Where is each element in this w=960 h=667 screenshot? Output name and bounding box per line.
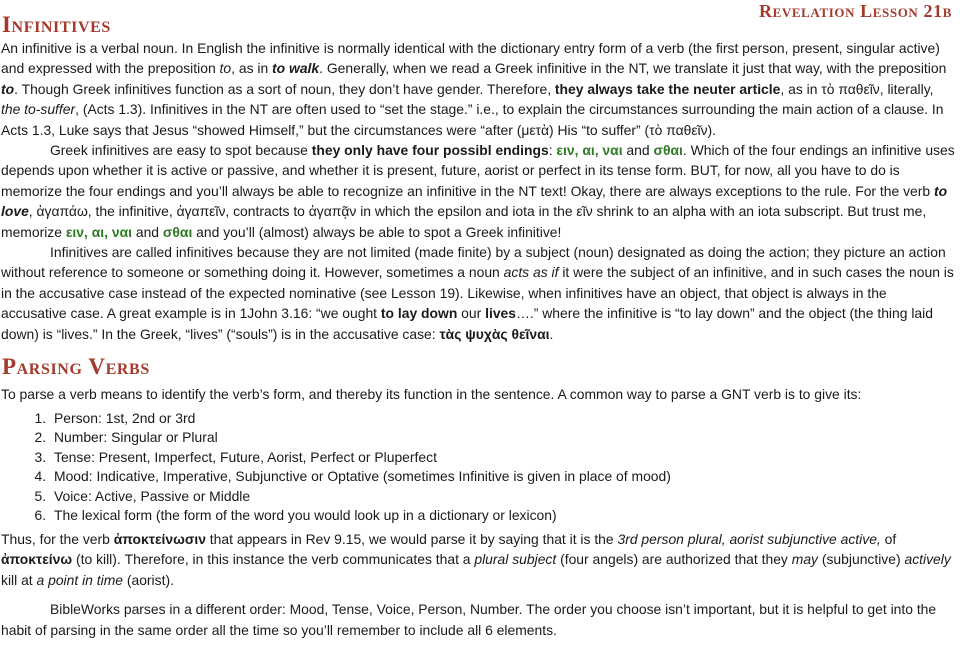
list-item: 5. Voice: Active, Passive or Middle [50, 487, 956, 507]
text-segment: our [457, 305, 486, 322]
text-segment: Infinitives are called infinitives because they are not limited (made finite) by a subject (noun) designated as doing the action; they picture an action without reference to someone or something doing it. However, sometimes a noun [1, 244, 946, 281]
list-item: 1. Person: 1st, 2nd or 3rd [50, 409, 956, 429]
text-segment: (four angels) are authorized that they [556, 551, 792, 568]
intro-paragraph [1, 38, 956, 140]
text-segment: and you’ll (almost) always be able to spot a Greek infinitive! [192, 223, 562, 240]
accusative-paragraph [1, 242, 956, 344]
parsing-list [1, 409, 956, 527]
text-segment: , ἀγαπάω, the infinitive, ἀγαπεῖν, contracts to ἀγαπᾷν in which the epsilon and iota in the εῖν shrink to an alpha with an iota subscript. But trust me, memorize [1, 203, 927, 240]
page-header [1, 0, 956, 38]
text-segment: the to-suffer [1, 101, 76, 118]
text-segment: Thus, for the verb [1, 531, 114, 548]
text-segment: , (Acts 1.3). Infinitives in the NT are often used to “set the stage.” i.e., to explain the circumstances surrounding the main action of a clause. In Acts 1.3, Luke says that Jesus “showed Himself,” but the circumstances were “after (μετὰ) His “to suffer” (τὸ παθεῖν). [1, 101, 944, 138]
text-segment: (to kill). Therefore, in this instance the verb communicates that a [72, 551, 475, 568]
text-segment: σθαι [653, 142, 683, 159]
text-segment: to lay down [380, 305, 458, 322]
page-title: Infinitives [2, 12, 111, 37]
parsing-intro: To parse a verb means to identify the verb’s form, and thereby its function in the sentence. A common way to parse a GNT verb is to give its: [1, 386, 862, 403]
text-segment: they only have four possibl endings [311, 142, 549, 159]
text-segment: σθαι [162, 223, 193, 240]
infinitives-section [1, 38, 956, 344]
text-segment: to love [1, 182, 948, 220]
text-segment: , as in [231, 60, 273, 77]
text-segment: ἀποκτείνωσιν [113, 531, 206, 548]
example-paragraph [1, 529, 956, 590]
list-item: 6. The lexical form (the form of the word you would look up in a dictionary or lexicon) [50, 506, 956, 526]
text-segment: to walk [272, 60, 320, 77]
text-segment: (aorist). [123, 571, 174, 588]
parsing-heading: Parsing Verbs [2, 354, 150, 380]
text-segment: of [880, 531, 897, 548]
text-segment: . Which of the four endings an infinitive uses depends upon whether it is active or passive, and whether it is present, future, aorist or perfect in its tense form. BUT, for now, all you have to do is memorize the four endings and you’ll always be able to recognize an infinitive in the NT text! Okay, there are always exceptions to the rule. For the verb [1, 142, 955, 199]
text-segment: , as in τὸ παθεῖν, literally, [780, 80, 934, 97]
text-segment: that appears in Rev 9.15, we would parse it by saying that it is the [205, 531, 618, 548]
text-segment: acts as if [503, 264, 559, 281]
text-segment: (subjunctive) [818, 551, 905, 568]
list-item: 4. Mood: Indicative, Imperative, Subjunctive or Optative (sometimes Infinitive is given in place of mood) [50, 467, 956, 487]
text-segment: ειν, αι, ναι [556, 142, 623, 159]
text-segment: to [1, 80, 15, 97]
text-segment: they always take the neuter article [554, 80, 781, 97]
text-segment: τὰς ψυχὰς θεῖναι [439, 325, 550, 342]
text-segment: a point in time [36, 571, 123, 588]
list-item: 2. Number: Singular or Plural [50, 428, 956, 448]
text-segment: it were the subject of an infinitive, and in such cases the noun is in the accusative case instead of the expected nominative (see Lesson 19). Likewise, when infinitives have an object, that object is always in the accusative case. A great example is in 1John 3.16: “we ought [1, 264, 954, 322]
text-segment: 3rd person plural, aorist subjunctive active, [617, 531, 881, 548]
text-segment: kill at [1, 571, 37, 588]
text-segment: and [622, 142, 654, 159]
bibleworks-paragraph: BibleWorks parses in a different order: Mood, Tense, Voice, Person, Number. The order you choose isn’t important, but it is helpful to get into the habit of parsing in the same order all the time so you’ll remember to include all 6 elements. [1, 601, 937, 638]
text-segment: . Generally, when we read a Greek infinitive in the NT, we translate it just that way, with the preposition [319, 60, 947, 77]
text-segment: may [791, 551, 818, 568]
lesson-label: Revelation Lesson 21b [759, 1, 952, 21]
text-segment: and [131, 223, 163, 240]
text-segment: to [219, 60, 232, 77]
text-segment: Greek infinitives are easy to spot because [50, 142, 312, 159]
text-segment: actively [904, 551, 951, 568]
text-segment: plural subject [474, 551, 557, 568]
parsing-section [1, 384, 956, 640]
text-segment: . Though Greek infinitives function as a sort of noun, they don’t have gender. Therefore, [14, 80, 555, 97]
text-segment: ἀποκτείνω [1, 551, 73, 568]
text-segment: An infinitive is a verbal noun. In English the infinitive is normally identical with the dictionary entry form of a verb (the first person, present, singular active) and expressed with the preposition [1, 40, 940, 77]
list-item: 3. Tense: Present, Imperfect, Future, Aorist, Perfect or Pluperfect [50, 448, 956, 468]
text-segment: ….” where the infinitive is “to lay down” and the object (the thing laid down) is “lives.” In the Greek, “lives” (“souls”) is in the accusative case: [1, 305, 933, 342]
text-segment: lives [485, 305, 517, 322]
endings-paragraph [1, 140, 956, 242]
text-segment: ειν, αι, ναι [65, 223, 132, 240]
text-segment: : [548, 142, 557, 159]
text-segment: . [549, 325, 554, 342]
